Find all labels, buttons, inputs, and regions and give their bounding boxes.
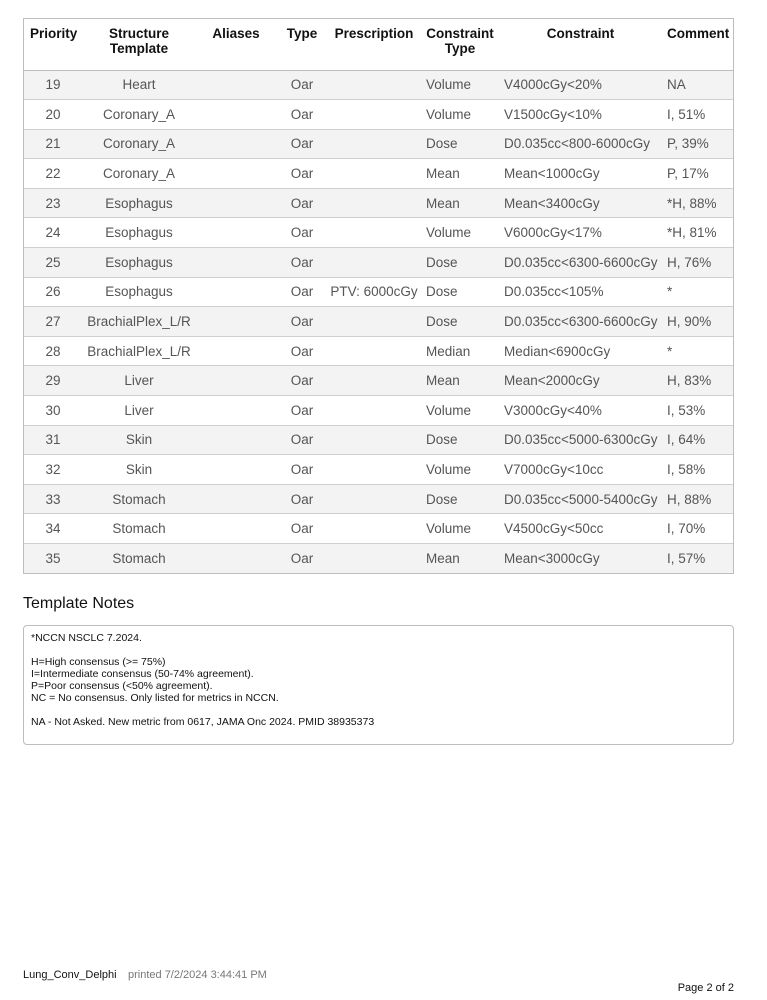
cell-type: Oar	[276, 336, 328, 366]
header-comment: Comment	[661, 19, 733, 70]
cell-structure-template: Stomach	[82, 544, 196, 574]
cell-aliases	[196, 425, 276, 455]
cell-comment: *	[661, 277, 733, 307]
cell-aliases	[196, 455, 276, 485]
cell-priority: 29	[24, 366, 82, 396]
cell-priority: 20	[24, 100, 82, 130]
cell-constraint: Median<6900cGy	[500, 336, 661, 366]
cell-type: Oar	[276, 455, 328, 485]
table-row	[24, 396, 733, 426]
cell-type: Oar	[276, 248, 328, 278]
cell-prescription	[328, 484, 420, 514]
cell-structure-template: Stomach	[82, 484, 196, 514]
cell-type: Oar	[276, 425, 328, 455]
cell-structure-template: Esophagus	[82, 248, 196, 278]
cell-constraint-type: Mean	[420, 544, 500, 574]
cell-prescription	[328, 307, 420, 337]
header-type: Type	[276, 19, 328, 70]
cell-aliases	[196, 100, 276, 130]
cell-constraint-type: Dose	[420, 248, 500, 278]
cell-constraint: D0.035cc<800-6000cGy	[500, 129, 661, 159]
cell-constraint: D0.035cc<5000-6300cGy	[500, 425, 661, 455]
cell-constraint: V1500cGy<10%	[500, 100, 661, 130]
cell-prescription	[328, 514, 420, 544]
cell-structure-template: Coronary_A	[82, 100, 196, 130]
table-row	[24, 159, 733, 189]
cell-aliases	[196, 544, 276, 574]
cell-aliases	[196, 218, 276, 248]
table-header-row	[24, 19, 733, 70]
header-constraint: Constraint	[500, 19, 661, 70]
cell-comment: P, 17%	[661, 159, 733, 189]
header-priority: Priority	[24, 19, 82, 70]
cell-comment: *H, 88%	[661, 188, 733, 218]
cell-prescription	[328, 336, 420, 366]
cell-aliases	[196, 188, 276, 218]
cell-constraint: D0.035cc<6300-6600cGy	[500, 248, 661, 278]
table-row	[24, 188, 733, 218]
cell-constraint-type: Volume	[420, 218, 500, 248]
cell-constraint-type: Volume	[420, 100, 500, 130]
cell-constraint-type: Volume	[420, 455, 500, 485]
cell-constraint: Mean<1000cGy	[500, 159, 661, 189]
cell-constraint-type: Dose	[420, 277, 500, 307]
note-line: I=Intermediate consensus (50-74% agreement).	[31, 668, 254, 680]
cell-constraint: V3000cGy<40%	[500, 396, 661, 426]
cell-aliases	[196, 159, 276, 189]
table-row	[24, 455, 733, 485]
note-line: NA - Not Asked. New metric from 0617, JAMA Onc 2024. PMID 38935373	[31, 716, 375, 728]
note-line: P=Poor consensus (<50% agreement).	[31, 680, 213, 692]
cell-comment: I, 70%	[661, 514, 733, 544]
constraints-table	[24, 19, 733, 573]
cell-type: Oar	[276, 159, 328, 189]
cell-type: Oar	[276, 100, 328, 130]
note-line	[31, 644, 726, 656]
table-row	[24, 425, 733, 455]
cell-comment: P, 39%	[661, 129, 733, 159]
cell-prescription	[328, 366, 420, 396]
header-constraint-type: Constraint Type	[420, 19, 500, 70]
cell-structure-template: Esophagus	[82, 188, 196, 218]
cell-structure-template: Esophagus	[82, 277, 196, 307]
cell-type: Oar	[276, 396, 328, 426]
table-row	[24, 484, 733, 514]
template-notes-box	[23, 625, 734, 745]
cell-constraint: Mean<3000cGy	[500, 544, 661, 574]
cell-comment: H, 76%	[661, 248, 733, 278]
cell-prescription	[328, 248, 420, 278]
cell-priority: 34	[24, 514, 82, 544]
cell-constraint-type: Dose	[420, 425, 500, 455]
cell-type: Oar	[276, 218, 328, 248]
cell-constraint: V7000cGy<10cc	[500, 455, 661, 485]
cell-comment: H, 90%	[661, 307, 733, 337]
cell-aliases	[196, 366, 276, 396]
cell-constraint-type: Mean	[420, 159, 500, 189]
header-aliases: Aliases	[196, 19, 276, 70]
table-row	[24, 70, 733, 100]
cell-aliases	[196, 514, 276, 544]
table-body	[24, 70, 733, 573]
cell-priority: 28	[24, 336, 82, 366]
table-row	[24, 218, 733, 248]
cell-prescription	[328, 188, 420, 218]
cell-constraint-type: Mean	[420, 188, 500, 218]
cell-constraint-type: Dose	[420, 307, 500, 337]
cell-structure-template: Stomach	[82, 514, 196, 544]
header-structure-template: Structure Template	[82, 19, 196, 70]
cell-priority: 30	[24, 396, 82, 426]
table-row	[24, 366, 733, 396]
cell-comment: H, 88%	[661, 484, 733, 514]
footer-document-name: Lung_Conv_Delphi	[23, 969, 117, 981]
cell-constraint-type: Dose	[420, 484, 500, 514]
table-row	[24, 514, 733, 544]
note-line	[31, 704, 726, 716]
note-line: *NCCN NSCLC 7.2024.	[31, 632, 142, 644]
cell-constraint: V4000cGy<20%	[500, 70, 661, 100]
cell-comment: H, 83%	[661, 366, 733, 396]
cell-type: Oar	[276, 366, 328, 396]
cell-constraint-type: Volume	[420, 70, 500, 100]
cell-prescription	[328, 425, 420, 455]
cell-comment: *	[661, 336, 733, 366]
cell-priority: 27	[24, 307, 82, 337]
cell-constraint: D0.035cc<6300-6600cGy	[500, 307, 661, 337]
header-prescription: Prescription	[328, 19, 420, 70]
cell-aliases	[196, 129, 276, 159]
cell-prescription: PTV: 6000cGy	[328, 277, 420, 307]
cell-aliases	[196, 307, 276, 337]
cell-constraint: D0.035cc<5000-5400cGy	[500, 484, 661, 514]
cell-constraint-type: Volume	[420, 514, 500, 544]
cell-comment: I, 53%	[661, 396, 733, 426]
cell-aliases	[196, 484, 276, 514]
cell-priority: 31	[24, 425, 82, 455]
cell-prescription	[328, 70, 420, 100]
cell-priority: 32	[24, 455, 82, 485]
cell-comment: *H, 81%	[661, 218, 733, 248]
cell-priority: 26	[24, 277, 82, 307]
cell-priority: 19	[24, 70, 82, 100]
cell-constraint: Mean<3400cGy	[500, 188, 661, 218]
cell-aliases	[196, 70, 276, 100]
cell-priority: 25	[24, 248, 82, 278]
note-line: H=High consensus (>= 75%)	[31, 656, 166, 668]
cell-structure-template: BrachialPlex_L/R	[82, 336, 196, 366]
cell-constraint-type: Mean	[420, 366, 500, 396]
cell-priority: 23	[24, 188, 82, 218]
footer-page-number: Page 2 of 2	[677, 982, 734, 994]
cell-priority: 22	[24, 159, 82, 189]
cell-priority: 33	[24, 484, 82, 514]
cell-constraint-type: Volume	[420, 396, 500, 426]
cell-comment: I, 57%	[661, 544, 733, 574]
cell-constraint: V6000cGy<17%	[500, 218, 661, 248]
cell-constraint: D0.035cc<105%	[500, 277, 661, 307]
cell-type: Oar	[276, 484, 328, 514]
cell-structure-template: Liver	[82, 396, 196, 426]
cell-constraint-type: Dose	[420, 129, 500, 159]
cell-prescription	[328, 129, 420, 159]
cell-prescription	[328, 100, 420, 130]
constraints-table-container	[23, 18, 734, 574]
cell-priority: 35	[24, 544, 82, 574]
cell-comment: I, 51%	[661, 100, 733, 130]
cell-type: Oar	[276, 544, 328, 574]
cell-prescription	[328, 159, 420, 189]
cell-aliases	[196, 396, 276, 426]
table-row	[24, 307, 733, 337]
cell-type: Oar	[276, 188, 328, 218]
cell-comment: I, 64%	[661, 425, 733, 455]
cell-comment: NA	[661, 70, 733, 100]
cell-priority: 21	[24, 129, 82, 159]
table-row	[24, 277, 733, 307]
cell-aliases	[196, 336, 276, 366]
cell-constraint-type: Median	[420, 336, 500, 366]
cell-prescription	[328, 396, 420, 426]
cell-type: Oar	[276, 70, 328, 100]
cell-type: Oar	[276, 307, 328, 337]
table-row	[24, 544, 733, 574]
cell-structure-template: Coronary_A	[82, 159, 196, 189]
template-notes-title: Template Notes	[23, 595, 135, 612]
table-row	[24, 129, 733, 159]
cell-prescription	[328, 455, 420, 485]
table-row	[24, 248, 733, 278]
cell-type: Oar	[276, 129, 328, 159]
table-row	[24, 100, 733, 130]
cell-structure-template: Esophagus	[82, 218, 196, 248]
cell-comment: I, 58%	[661, 455, 733, 485]
cell-aliases	[196, 248, 276, 278]
cell-structure-template: Skin	[82, 455, 196, 485]
cell-structure-template: BrachialPlex_L/R	[82, 307, 196, 337]
cell-structure-template: Coronary_A	[82, 129, 196, 159]
cell-type: Oar	[276, 514, 328, 544]
cell-structure-template: Liver	[82, 366, 196, 396]
cell-aliases	[196, 277, 276, 307]
footer-printed-timestamp: printed 7/2/2024 3:44:41 PM	[128, 969, 267, 981]
cell-structure-template: Heart	[82, 70, 196, 100]
cell-prescription	[328, 218, 420, 248]
cell-priority: 24	[24, 218, 82, 248]
cell-type: Oar	[276, 277, 328, 307]
cell-structure-template: Skin	[82, 425, 196, 455]
table-row	[24, 336, 733, 366]
cell-prescription	[328, 544, 420, 574]
cell-constraint: V4500cGy<50cc	[500, 514, 661, 544]
note-line: NC = No consensus. Only listed for metrics in NCCN.	[31, 692, 279, 704]
cell-constraint: Mean<2000cGy	[500, 366, 661, 396]
